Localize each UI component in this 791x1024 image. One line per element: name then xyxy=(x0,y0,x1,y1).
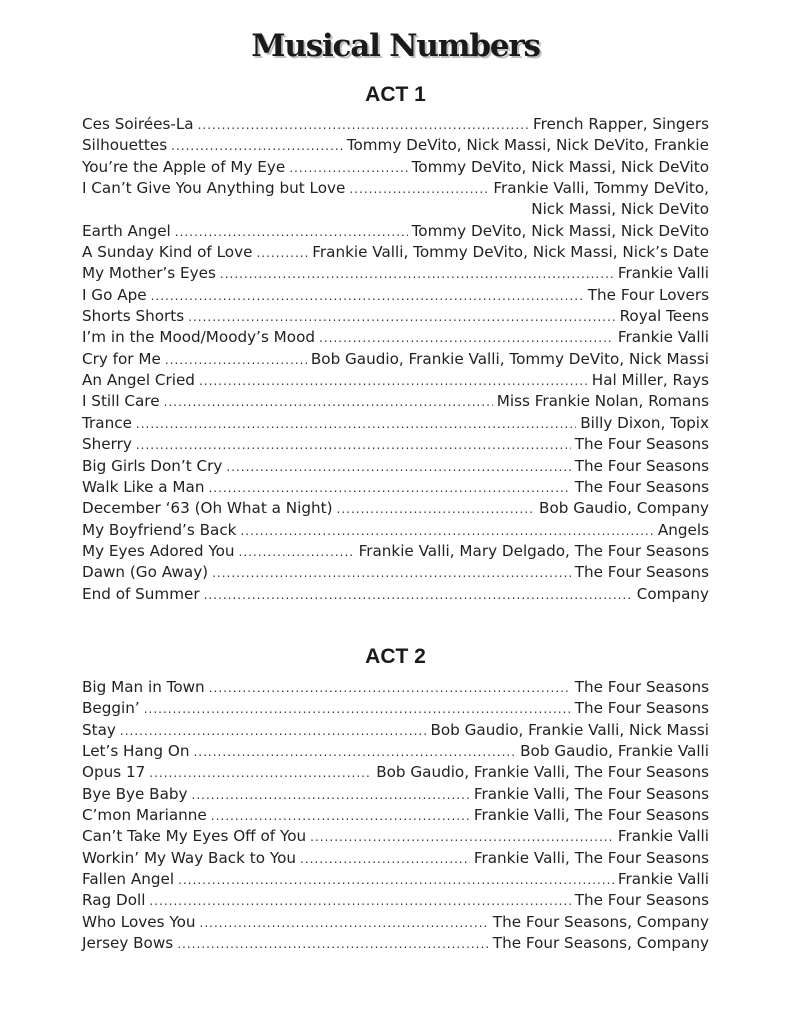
song-title: Sherry xyxy=(82,435,132,454)
song-title: My Mother’s Eyes xyxy=(82,264,216,283)
performers: French Rapper, Singers xyxy=(533,115,709,133)
song-row xyxy=(82,762,709,783)
song-row xyxy=(82,677,709,698)
performers: Frankie Valli xyxy=(617,264,709,283)
song-title: Big Girls Don’t Cry xyxy=(82,456,223,475)
performers: Bob Gaudio, Frankie Valli xyxy=(520,742,709,761)
performers: Bob Gaudio, Frankie Valli, The Four Seasons xyxy=(376,763,709,782)
song-row xyxy=(82,477,709,498)
song-row xyxy=(82,520,709,541)
song-title: Silhouettes xyxy=(82,136,168,155)
song-title: Workin’ My Way Back to You xyxy=(82,848,296,867)
song-row xyxy=(82,263,709,284)
dot-leader xyxy=(208,478,570,499)
song-title: I Still Care xyxy=(82,392,160,411)
song-row xyxy=(82,391,709,412)
song-title: End of Summer xyxy=(82,584,200,603)
song-title: Cry for Me xyxy=(82,349,161,368)
dot-leader xyxy=(256,243,308,264)
performers: Frankie Valli, Tommy DeVito, xyxy=(493,179,709,198)
song-row xyxy=(82,456,709,477)
dot-leader xyxy=(198,115,529,136)
dot-leader xyxy=(136,414,576,435)
dot-leader xyxy=(319,328,614,349)
song-title: I Can’t Give You Anything but Love xyxy=(82,179,346,198)
performers: The Four Seasons xyxy=(574,456,709,475)
performers: Bob Gaudio, Frankie Valli, Nick Massi xyxy=(430,720,709,739)
song-title: My Eyes Adored You xyxy=(82,541,235,560)
performers: Frankie Valli, The Four Seasons xyxy=(473,848,709,867)
dot-leader xyxy=(144,699,571,720)
song-row xyxy=(82,178,709,199)
song-title: Who Loves You xyxy=(82,912,196,931)
song-row xyxy=(82,848,709,869)
song-row xyxy=(82,242,709,263)
dot-leader xyxy=(300,849,470,870)
performers: Tommy DeVito, Nick Massi, Nick DeVito xyxy=(411,221,709,240)
dot-leader xyxy=(149,763,372,784)
dot-leader xyxy=(310,827,614,848)
song-title: C’mon Marianne xyxy=(82,806,207,825)
performers: Royal Teens xyxy=(619,307,709,326)
song-row xyxy=(82,306,709,327)
song-row xyxy=(82,869,709,890)
song-row xyxy=(82,720,709,741)
song-title: Walk Like a Man xyxy=(82,477,205,496)
dot-leader xyxy=(175,222,408,243)
dot-leader xyxy=(149,891,570,912)
performers: Frankie Valli xyxy=(617,328,709,347)
dot-leader xyxy=(177,934,489,955)
song-title: December ‘63 (Oh What a Night) xyxy=(82,499,333,518)
performers: The Four Seasons xyxy=(574,891,709,910)
song-title: Jersey Bows xyxy=(82,934,174,953)
song-row xyxy=(82,349,709,370)
song-row xyxy=(82,285,709,306)
performers: Company xyxy=(636,584,709,603)
act-2-song-list xyxy=(82,677,709,954)
dot-leader xyxy=(289,158,407,179)
song-row xyxy=(82,541,709,562)
dot-leader xyxy=(240,521,653,542)
song-title: Fallen Angel xyxy=(82,870,175,889)
performers: The Four Seasons xyxy=(574,477,709,496)
performers: Frankie Valli, Tommy DeVito, Nick Massi, Nick’s Date xyxy=(312,243,709,262)
performers: Hal Miller, Rays xyxy=(591,371,709,390)
dot-leader xyxy=(192,785,470,806)
song-row xyxy=(82,584,709,605)
dot-leader xyxy=(164,392,493,413)
song-title: Rag Doll xyxy=(82,891,146,910)
song-title: Earth Angel xyxy=(82,221,171,240)
performers: The Four Seasons, Company xyxy=(492,912,709,931)
song-title: Opus 17 xyxy=(82,763,146,782)
dot-leader xyxy=(212,563,571,584)
song-title: Ces Soirées-La xyxy=(82,115,194,133)
song-title: Let’s Hang On xyxy=(82,742,190,761)
dot-leader xyxy=(200,913,489,934)
dot-leader xyxy=(209,678,571,699)
song-title: Beggin’ xyxy=(82,699,140,718)
performers: Angels xyxy=(657,520,709,539)
song-row xyxy=(82,221,709,242)
song-row xyxy=(82,157,709,178)
song-title: I’m in the Mood/Moody’s Mood xyxy=(82,328,316,347)
performers: The Four Seasons xyxy=(574,678,709,696)
dot-leader xyxy=(211,806,470,827)
song-row xyxy=(82,933,709,954)
song-title: My Boyfriend’s Back xyxy=(82,520,237,539)
performers: Bob Gaudio, Company xyxy=(539,499,709,518)
performers: Miss Frankie Nolan, Romans xyxy=(496,392,709,411)
song-row xyxy=(82,784,709,805)
dot-leader xyxy=(151,286,584,307)
performers: Frankie Valli, The Four Seasons xyxy=(473,784,709,803)
song-title: Big Man in Town xyxy=(82,678,205,696)
performers: Frankie Valli, The Four Seasons xyxy=(473,806,709,825)
dot-leader xyxy=(349,179,489,200)
dot-leader xyxy=(165,350,307,371)
dot-leader xyxy=(178,870,614,891)
song-row xyxy=(82,741,709,762)
song-row xyxy=(82,826,709,847)
performers: The Four Seasons xyxy=(574,435,709,454)
song-title: Bye Bye Baby xyxy=(82,784,188,803)
song-row xyxy=(82,434,709,455)
dot-leader xyxy=(226,457,570,478)
song-row xyxy=(82,413,709,434)
act-1-song-list xyxy=(82,114,709,605)
song-title: Stay xyxy=(82,720,116,739)
dot-leader xyxy=(239,542,355,563)
song-row xyxy=(82,114,709,135)
song-row xyxy=(82,912,709,933)
performers-continued: Nick Massi, Nick DeVito xyxy=(531,200,709,219)
song-title: Dawn (Go Away) xyxy=(82,563,209,582)
dot-leader xyxy=(193,742,516,763)
act-1-heading: ACT 1 xyxy=(365,83,426,106)
song-title: You’re the Apple of My Eye xyxy=(82,157,286,176)
dot-leader xyxy=(337,499,536,520)
song-row xyxy=(82,562,709,583)
song-row xyxy=(82,327,709,348)
song-title: An Angel Cried xyxy=(82,371,195,390)
dot-leader xyxy=(120,721,427,742)
song-row xyxy=(82,698,709,719)
dot-leader xyxy=(220,264,614,285)
performers: Billy Dixon, Topix xyxy=(580,413,709,432)
performers: Tommy DeVito, Nick Massi, Nick DeVito xyxy=(411,157,709,176)
song-title: Shorts Shorts xyxy=(82,307,185,326)
dot-leader xyxy=(199,371,588,392)
dot-leader xyxy=(136,435,571,456)
performers: Tommy DeVito, Nick Massi, Nick DeVito, Frankie xyxy=(346,136,709,155)
song-title: Trance xyxy=(82,413,132,432)
page-title: Musical Numbers xyxy=(251,28,540,64)
performers: The Four Lovers xyxy=(587,285,709,304)
dot-leader xyxy=(171,136,343,157)
performers: Bob Gaudio, Frankie Valli, Tommy DeVito, Nick Massi xyxy=(310,349,709,368)
song-row xyxy=(82,890,709,911)
act-2-heading: ACT 2 xyxy=(365,645,426,668)
performers: The Four Seasons xyxy=(574,699,709,718)
performers: Frankie Valli, Mary Delgado, The Four Seasons xyxy=(358,541,709,560)
song-title: I Go Ape xyxy=(82,285,147,304)
song-title: Can’t Take My Eyes Off of You xyxy=(82,827,307,846)
performers: The Four Seasons xyxy=(574,563,709,582)
performers: Frankie Valli xyxy=(617,870,709,889)
performers: Frankie Valli xyxy=(617,827,709,846)
song-row xyxy=(82,370,709,391)
song-row xyxy=(82,498,709,519)
song-row xyxy=(82,135,709,156)
dot-leader xyxy=(204,585,633,606)
dot-leader xyxy=(188,307,615,328)
performers: The Four Seasons, Company xyxy=(492,934,709,953)
song-title: A Sunday Kind of Love xyxy=(82,243,253,262)
song-row xyxy=(82,805,709,826)
